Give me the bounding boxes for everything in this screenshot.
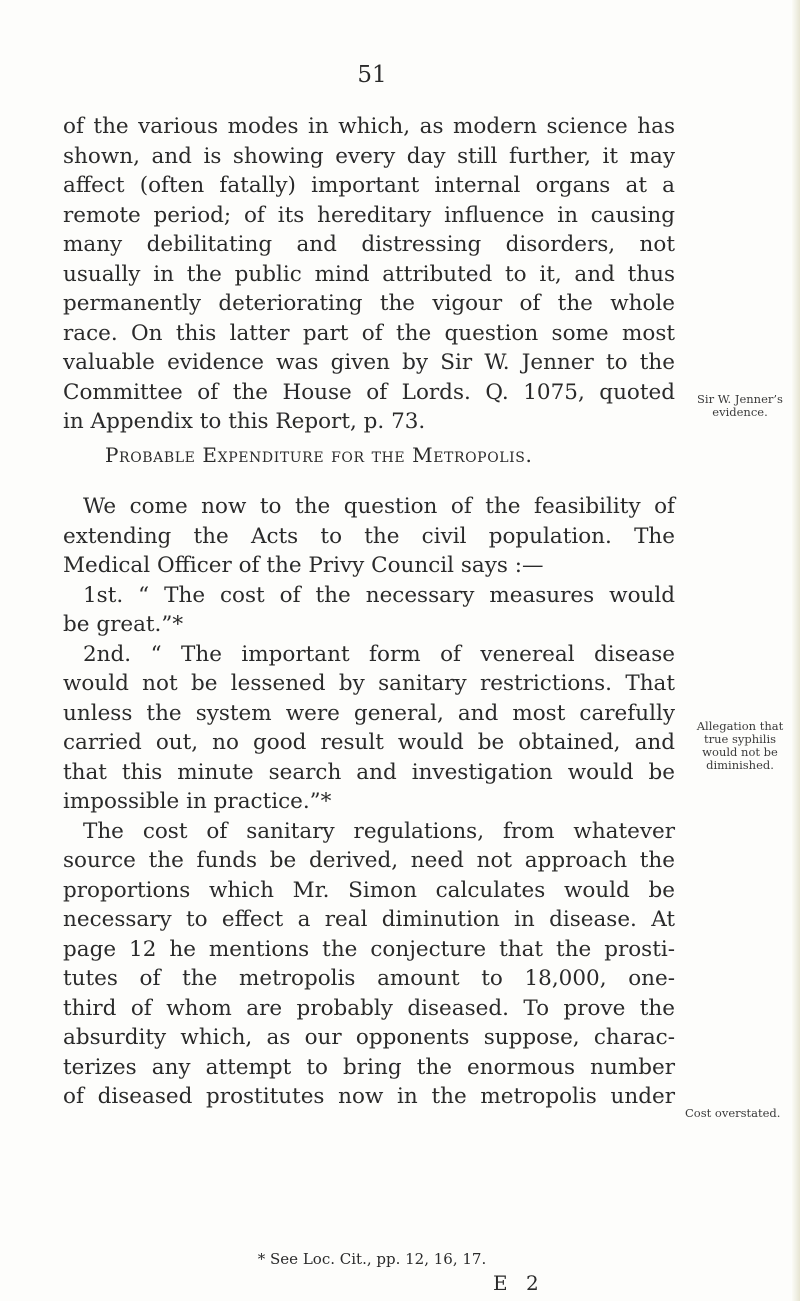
marginal-note-line: evidence. [712, 405, 768, 419]
text-line: remote period; of its hereditary influence in causing [63, 202, 675, 228]
text-line: valuable evidence was given by Sir W. Jenner to the [63, 350, 675, 375]
text-line: impossible in practice.”* [63, 789, 332, 814]
text-line: 2nd. “ The important form of venereal disease [83, 641, 675, 667]
paragraph-jenner-evidence [63, 112, 675, 437]
marginal-note-line: Allegation that [696, 719, 784, 733]
text-line: terizes any attempt to bring the enormous number [63, 1054, 675, 1080]
paragraph-expenditure [63, 492, 675, 1112]
text-line: race. On this latter part of the question some most [63, 320, 675, 346]
text-line: tutes of the metropolis amount to 18,000, one- [63, 966, 675, 991]
text-line: absurdity which, as our opponents suppose, charac- [63, 1025, 675, 1050]
text-line: extending the Acts to the civil population. The [63, 523, 675, 549]
marginal-note-line: true syphilis [703, 732, 777, 746]
marginal-note-allegation [682, 720, 798, 772]
text-line: shown, and is showing every day still further, it may [63, 143, 675, 169]
text-line: Medical Officer of the Privy Council says :— [63, 553, 544, 578]
text-line: 1st. “ The cost of the necessary measures would [83, 582, 675, 608]
printer-signature-mark: E 2 [493, 1271, 545, 1295]
marginal-note-line: diminished. [706, 758, 774, 772]
marginal-note-line: Sir W. Jenner’s [697, 392, 783, 406]
text-line: would not be lessened by sanitary restrictions. That [63, 671, 675, 696]
text-line: usually in the public mind attributed to it, and thus [63, 261, 675, 287]
text-line: source the funds be derived, need not approach the [63, 848, 675, 873]
text-line: necessary to effect a real diminution in disease. At [63, 907, 675, 932]
section-heading-text: Probable Expenditure for the Metropolis. [105, 443, 533, 467]
text-line: many debilitating and distressing disorders, not [63, 232, 675, 257]
text-line: third of whom are probably diseased. To prove the [63, 995, 675, 1021]
footnote: * See Loc. Cit., pp. 12, 16, 17. [257, 1250, 487, 1268]
page-number: 51 [357, 62, 387, 88]
marginal-note-cost [685, 1107, 800, 1120]
text-line: unless the system were general, and most carefully [63, 700, 675, 726]
page-edge-shadow [792, 0, 800, 1301]
text-line: Committee of the House of Lords. Q. 1075, quoted [63, 379, 675, 405]
marginal-note-jenner [682, 393, 798, 419]
text-line: of diseased prostitutes now in the metropolis under [63, 1084, 675, 1109]
text-line: be great.”* [63, 612, 184, 637]
marginal-note-line: would not be [702, 745, 778, 759]
section-heading [105, 443, 532, 467]
text-line: that this minute search and investigation would be [63, 759, 675, 785]
text-line: The cost of sanitary regulations, from whatever [83, 818, 675, 844]
text-line: carried out, no good result would be obtained, and [63, 730, 675, 755]
text-line: page 12 he mentions the conjecture that the prosti- [63, 936, 675, 962]
text-line: of the various modes in which, as modern science has [63, 114, 675, 139]
text-line: affect (often fatally) important internal organs at a [63, 173, 675, 198]
text-line: We come now to the question of the feasibility of [83, 494, 675, 519]
text-line: proportions which Mr. Simon calculates would be [63, 877, 675, 903]
text-line: permanently deteriorating the vigour of the whole [63, 291, 675, 316]
text-line: in Appendix to this Report, p. 73. [63, 409, 426, 434]
marginal-note-line: Cost overstated. [685, 1106, 781, 1120]
